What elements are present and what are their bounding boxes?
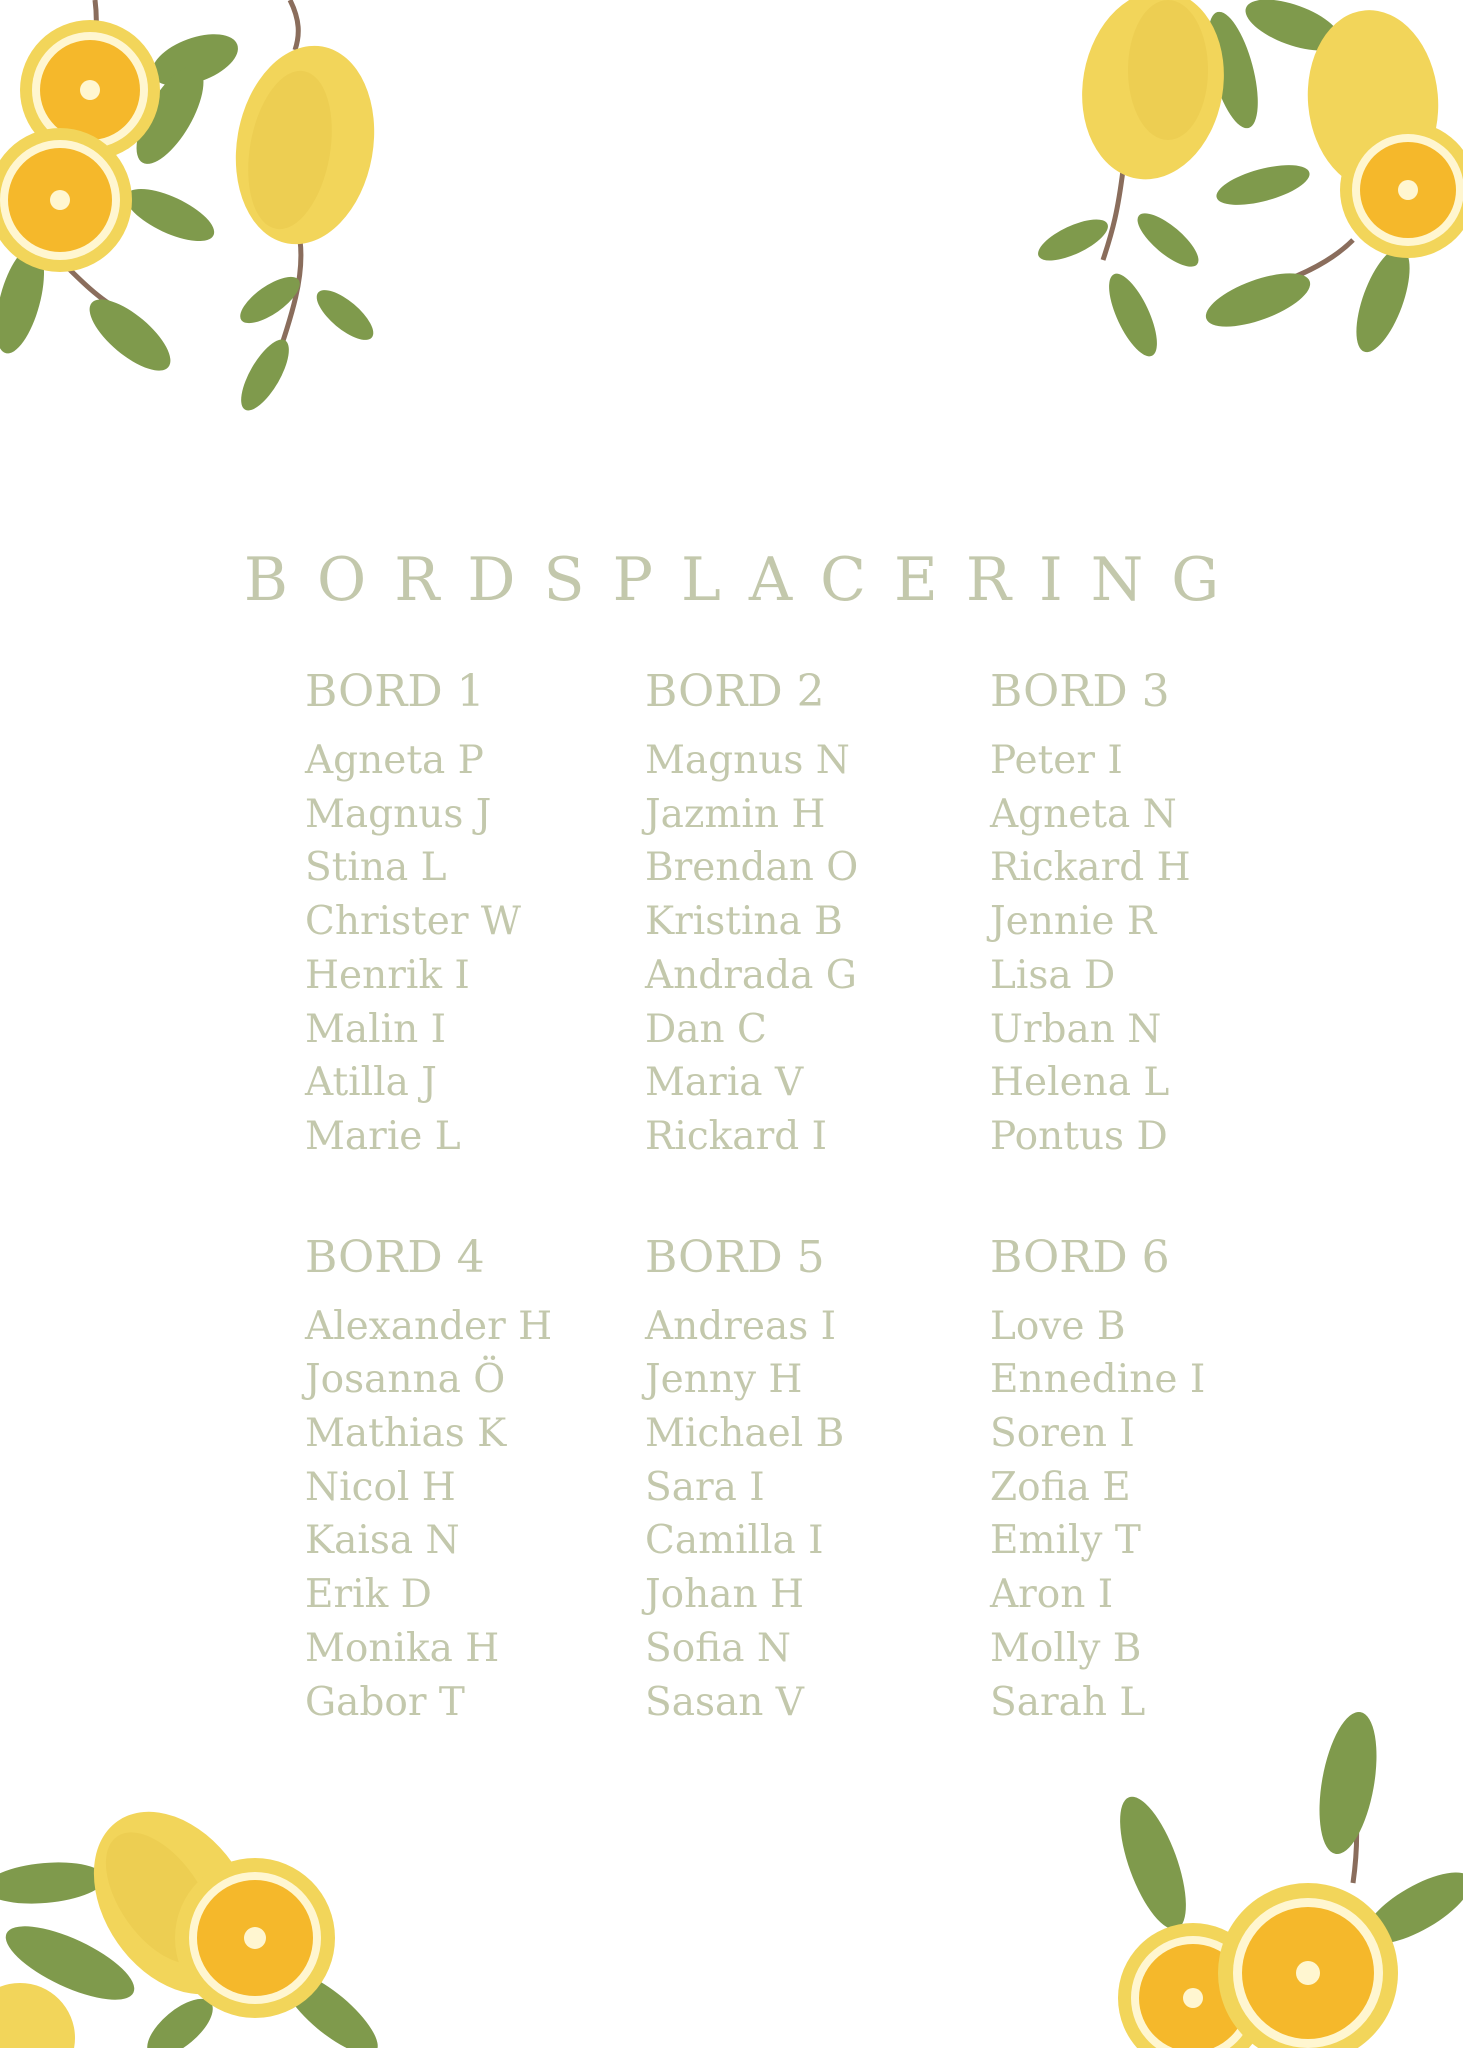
table-block [645, 666, 990, 1164]
guest-name: Magnus J [305, 791, 492, 837]
guest-name: Mathias K [305, 1411, 507, 1457]
guest-name: Andrada G [645, 952, 857, 998]
lemon-decoration-bottom-right [1073, 1708, 1463, 2048]
guest-name: Sarah L [990, 1679, 1146, 1725]
table-block [305, 1231, 645, 1730]
guest-name: Sofia N [645, 1625, 791, 1671]
guest-name: Helena L [990, 1060, 1170, 1106]
guest-name: Sara I [645, 1464, 765, 1510]
table-heading: BORD 5 [645, 1231, 825, 1283]
guest-name: Malin I [305, 1006, 447, 1052]
guest-name: Ennedine I [990, 1357, 1206, 1403]
guest-name: Agneta P [305, 738, 484, 783]
guest-name: Andreas I [645, 1303, 837, 1349]
guest-name: Love B [990, 1303, 1126, 1349]
guest-name: Henrik I [305, 952, 470, 998]
guest-name: Jazmin H [645, 791, 826, 837]
guest-name: Zofia E [990, 1464, 1131, 1510]
guest-name: Jenny H [645, 1357, 803, 1403]
table-block [645, 1231, 990, 1730]
guest-name: Molly B [990, 1625, 1142, 1671]
table-heading: BORD 1 [305, 666, 485, 717]
guest-name: Kristina B [645, 899, 843, 945]
guest-name: Maria V [645, 1060, 804, 1106]
guest-name: Rickard H [990, 845, 1191, 891]
table-heading: BORD 2 [645, 666, 825, 717]
guest-name: Christer W [305, 899, 521, 945]
guest-name: Urban N [990, 1006, 1162, 1052]
guest-name: Josanna Ö [305, 1357, 506, 1403]
guest-name: Michael B [645, 1411, 845, 1457]
table-block [990, 1231, 1206, 1730]
table-heading: BORD 3 [990, 666, 1170, 717]
lemon-decoration-top-right [1033, 0, 1463, 370]
guest-name: Lisa D [990, 952, 1116, 998]
guest-name: Emily T [990, 1518, 1141, 1564]
guest-name: Soren I [990, 1411, 1135, 1457]
guest-name: Alexander H [305, 1303, 553, 1349]
guest-name: Brendan O [645, 845, 859, 891]
guest-name: Johan H [645, 1572, 805, 1618]
guest-name: Jennie R [990, 899, 1157, 945]
seating-grid [305, 666, 1206, 1729]
guest-name: Pontus D [990, 1113, 1168, 1159]
guest-name: Erik D [305, 1572, 432, 1618]
guest-name: Nicol H [305, 1464, 456, 1510]
guest-name: Agneta N [990, 791, 1177, 837]
guest-name: Aron I [990, 1572, 1114, 1618]
table-heading: BORD 4 [305, 1231, 485, 1283]
table-block [305, 666, 645, 1164]
lemon-decoration-top-left [0, 0, 400, 420]
guest-name: Camilla I [645, 1518, 824, 1564]
guest-name: Kaisa N [305, 1518, 460, 1564]
guest-name: Monika H [305, 1625, 500, 1671]
lemon-decoration-bottom-left [0, 1788, 420, 2048]
guest-name: Magnus N [645, 738, 850, 783]
guest-name: Stina L [305, 845, 447, 891]
guest-name: Marie L [305, 1113, 461, 1159]
guest-name: Atilla J [305, 1060, 437, 1106]
page-title: BORDSPLACERING [243, 545, 1248, 616]
guest-name: Dan C [645, 1006, 767, 1052]
guest-name: Peter I [990, 738, 1123, 783]
guest-name: Rickard I [645, 1113, 827, 1159]
table-block [990, 666, 1205, 1164]
guest-name: Gabor T [305, 1679, 465, 1725]
table-heading: BORD 6 [990, 1231, 1170, 1283]
guest-name: Sasan V [645, 1679, 804, 1725]
